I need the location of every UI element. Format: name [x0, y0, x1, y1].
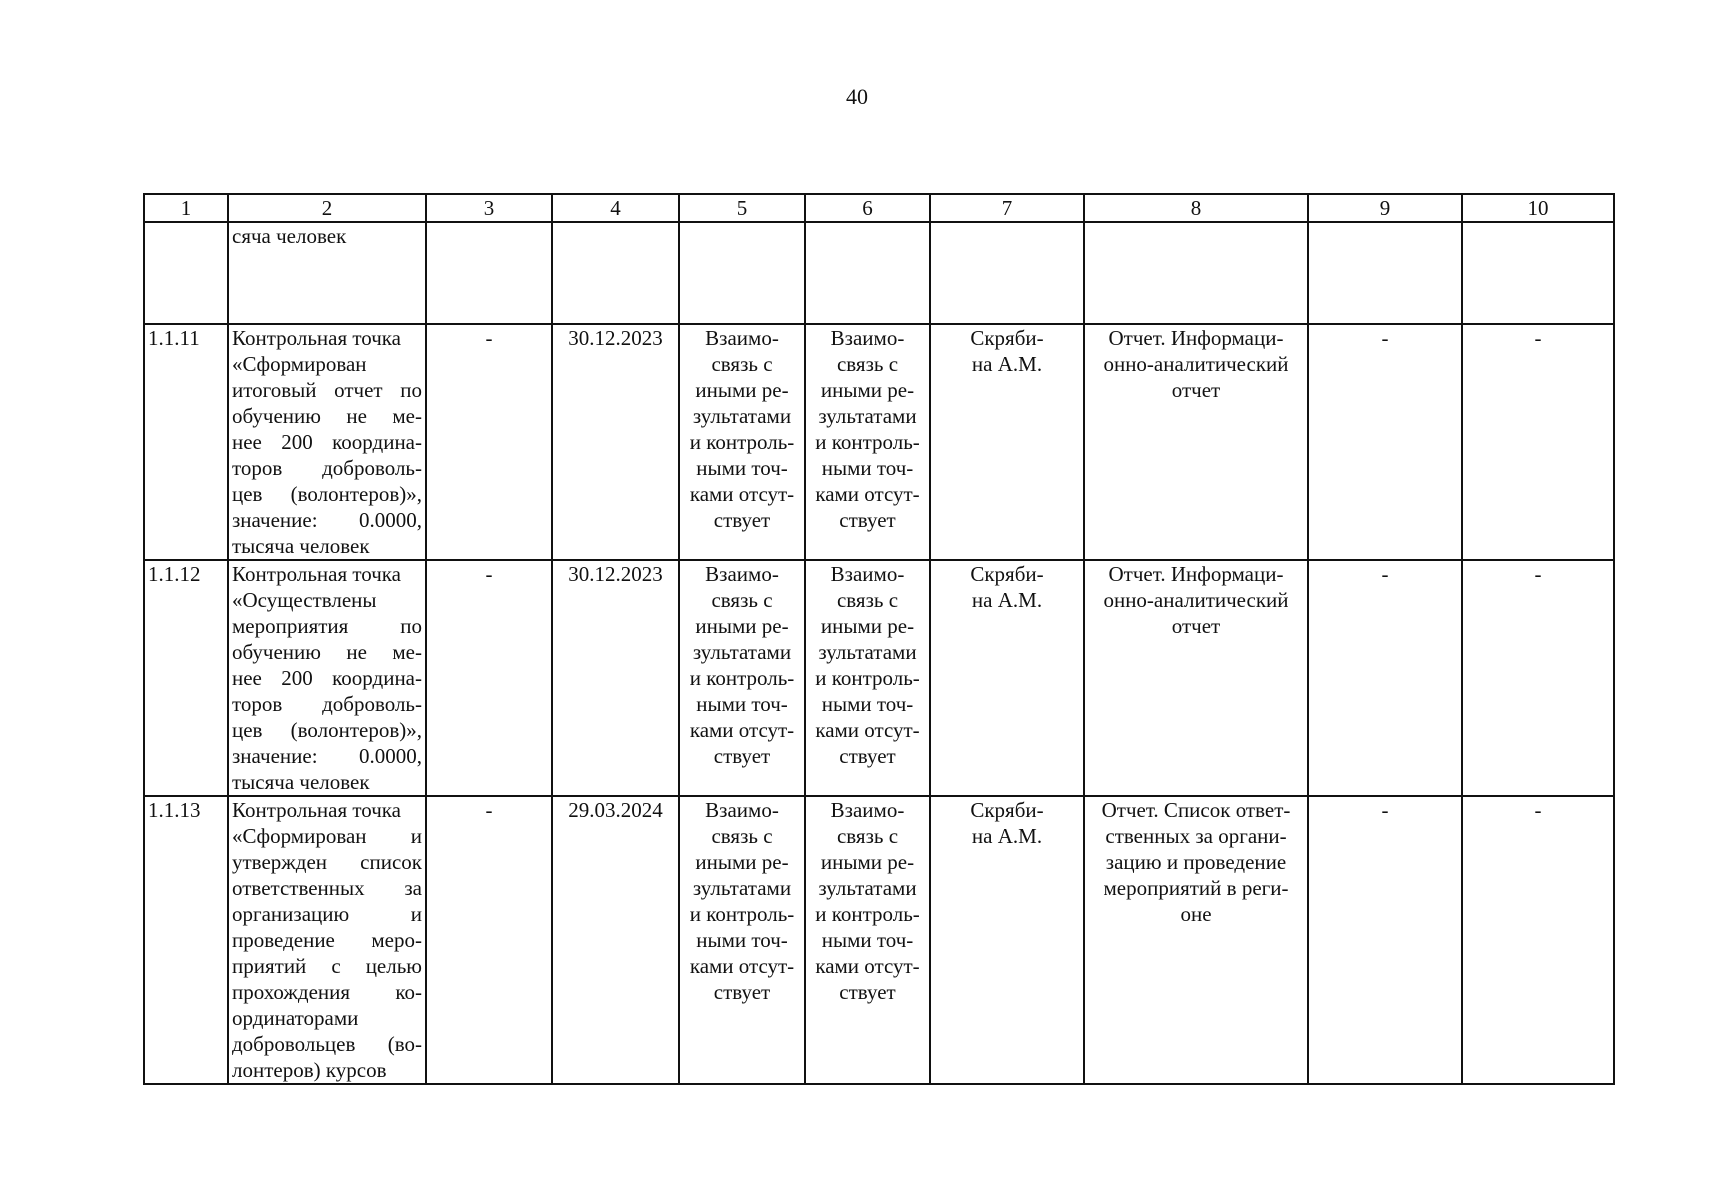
cell-number: 1.1.13	[144, 796, 228, 1084]
column-header: 4	[552, 194, 679, 222]
page-number: 40	[846, 84, 868, 109]
cell-responsible	[930, 324, 1084, 560]
cell-line: «Сформирован	[232, 352, 367, 376]
cell-line: ординаторами	[232, 1006, 359, 1030]
cell-line: ствует	[839, 980, 896, 1004]
cell-document	[1084, 796, 1308, 1084]
plan-table	[143, 193, 1615, 1085]
cell-date: 29.03.2024	[552, 796, 679, 1084]
cell-line: Скряби-	[970, 562, 1044, 586]
cell-line: и контроль-	[815, 430, 920, 454]
cell-empty	[426, 222, 552, 324]
cell-line: и контроль-	[815, 666, 920, 690]
cell-line: связь с	[711, 824, 773, 848]
cell-empty	[930, 222, 1084, 324]
cell-col9: -	[1308, 560, 1462, 796]
cell-col9: -	[1308, 324, 1462, 560]
cell-line: связь с	[836, 588, 899, 612]
cell-line: Взаимо-	[705, 326, 779, 350]
cell-line: ными точ-	[821, 928, 914, 952]
cell-line: зацию и проведение	[1105, 850, 1287, 874]
cell-col6	[805, 560, 930, 796]
column-header: 8	[1084, 194, 1308, 222]
cell-line: утвержден список	[232, 850, 422, 874]
cell-col5	[679, 324, 805, 560]
cell-line: Отчет. Информаци-	[1108, 562, 1284, 586]
cell-responsible	[930, 796, 1084, 1084]
cell-document	[1084, 324, 1308, 560]
cell-line: ными точ-	[696, 928, 788, 952]
cell-name	[228, 324, 426, 560]
cell-line: связь с	[711, 588, 773, 612]
cell-line: организацию и	[232, 902, 422, 926]
cell-line: прохождения ко-	[232, 980, 422, 1004]
cell-line: добровольцев (во-	[232, 1032, 422, 1056]
cell-empty	[805, 222, 930, 324]
cell-col10: -	[1462, 324, 1614, 560]
cell-line: ными точ-	[696, 456, 788, 480]
cell-line: Взаимо-	[830, 798, 905, 822]
cell-empty	[1462, 222, 1614, 324]
cell-line: Скряби-	[970, 798, 1044, 822]
cell-line: и контроль-	[689, 902, 795, 926]
cell-line: на А.М.	[971, 588, 1043, 612]
column-header: 6	[805, 194, 930, 222]
cell-line: приятий с целью	[232, 954, 422, 978]
cell-line: Отчет. Список ответ-	[1101, 798, 1291, 822]
cell-line: ствует	[839, 508, 896, 532]
cell-col5	[679, 796, 805, 1084]
cell-col5	[679, 560, 805, 796]
cell-line: нее 200 координа-	[232, 430, 422, 454]
column-header: 7	[930, 194, 1084, 222]
cell-line: онно-аналитический	[1103, 588, 1289, 612]
column-header: 1	[144, 194, 228, 222]
cell-line: ками отсут-	[689, 482, 795, 506]
cell-line: Скряби-	[970, 326, 1044, 350]
cell-col10: -	[1462, 560, 1614, 796]
cell-col3: -	[426, 324, 552, 560]
cell-line: иными ре-	[820, 614, 915, 638]
cell-line: связь с	[836, 352, 899, 376]
cell-line: ствует	[713, 744, 771, 768]
cell-line: зультатами	[818, 404, 917, 428]
cell-line: зультатами	[692, 640, 792, 664]
cell-col3: -	[426, 560, 552, 796]
header-row	[144, 194, 1614, 222]
cell-col9: -	[1308, 796, 1462, 1084]
cell-line: иными ре-	[820, 850, 915, 874]
cell-line: ствует	[713, 508, 771, 532]
cell-line: тысяча человек	[232, 770, 370, 794]
cell-line: лонтеров) курсов	[232, 1058, 387, 1082]
cell-name	[228, 796, 426, 1084]
cell-name: сяча человек	[228, 222, 426, 324]
cell-line: на А.М.	[971, 352, 1043, 376]
cell-line: ками отсут-	[689, 954, 795, 978]
table-row	[144, 324, 1614, 560]
cell-line: обучению не ме-	[232, 640, 422, 664]
cell-col6	[805, 324, 930, 560]
cell-line: связь с	[711, 352, 773, 376]
cell-number: 1.1.11	[144, 324, 228, 560]
cell-line: отчет	[1171, 614, 1221, 638]
cell-line: иными ре-	[695, 378, 789, 402]
cell-line: ственных за органи-	[1105, 824, 1287, 848]
cell-line: зультатами	[692, 404, 792, 428]
cell-line: на А.М.	[971, 824, 1043, 848]
cell-line: торов доброволь-	[232, 692, 422, 716]
cell-line: значение: 0.0000,	[232, 508, 422, 532]
cell-line: иными ре-	[695, 614, 789, 638]
cell-line: итоговый отчет по	[232, 378, 422, 402]
cell-line: цев (волонтеров)»,	[232, 718, 422, 742]
cell-line: «Сформирован и	[232, 824, 422, 848]
cell-col10: -	[1462, 796, 1614, 1084]
cell-line: отчет	[1171, 378, 1221, 402]
table-row-continuation	[144, 222, 1614, 324]
cell-date: 30.12.2023	[552, 560, 679, 796]
cell-line: связь с	[836, 824, 899, 848]
cell-line: проведение меро-	[232, 928, 422, 952]
cell-line: Взаимо-	[705, 562, 779, 586]
cell-name	[228, 560, 426, 796]
column-header: 3	[426, 194, 552, 222]
cell-empty	[1084, 222, 1308, 324]
cell-line: и контроль-	[689, 430, 795, 454]
cell-line: и контроль-	[689, 666, 795, 690]
cell-line: ными точ-	[821, 456, 914, 480]
cell-line: ками отсут-	[815, 482, 920, 506]
cell-line: зультатами	[692, 876, 792, 900]
cell-line: Взаимо-	[830, 326, 905, 350]
column-header: 5	[679, 194, 805, 222]
cell-line: зультатами	[818, 640, 917, 664]
cell-date: 30.12.2023	[552, 324, 679, 560]
cell-empty	[679, 222, 805, 324]
cell-responsible	[930, 560, 1084, 796]
cell-line: торов доброволь-	[232, 456, 422, 480]
table-row	[144, 796, 1614, 1084]
cell-line: «Осуществлены	[232, 588, 377, 612]
cell-line: ствует	[839, 744, 896, 768]
cell-line: мероприятия по	[232, 614, 422, 638]
cell-line: онно-аналитический	[1103, 352, 1289, 376]
column-header: 9	[1308, 194, 1462, 222]
cell-line: ками отсут-	[689, 718, 795, 742]
cell-line: цев (волонтеров)»,	[232, 482, 422, 506]
cell-line: Контрольная точка	[232, 562, 402, 586]
cell-col3: -	[426, 796, 552, 1084]
cell-line: обучению не ме-	[232, 404, 422, 428]
cell-line: и контроль-	[815, 902, 920, 926]
cell-line: значение: 0.0000,	[232, 744, 422, 768]
cell-line: Контрольная точка	[232, 798, 402, 822]
cell-empty	[1308, 222, 1462, 324]
column-header: 2	[228, 194, 426, 222]
cell-line: иными ре-	[695, 850, 789, 874]
cell-line: Контрольная точка	[232, 326, 402, 350]
cell-line: ными точ-	[821, 692, 914, 716]
cell-line: нее 200 координа-	[232, 666, 422, 690]
column-header: 10	[1462, 194, 1614, 222]
cell-document	[1084, 560, 1308, 796]
cell-col6	[805, 796, 930, 1084]
cell-line: иными ре-	[820, 378, 915, 402]
cell-empty	[552, 222, 679, 324]
cell-line: Отчет. Информаци-	[1108, 326, 1284, 350]
cell-line: ками отсут-	[815, 718, 920, 742]
cell-line: ствует	[713, 980, 771, 1004]
cell-line: зультатами	[818, 876, 917, 900]
cell-number	[144, 222, 228, 324]
cell-line: ными точ-	[696, 692, 788, 716]
cell-line: Взаимо-	[705, 798, 779, 822]
cell-line: оне	[1180, 902, 1212, 926]
cell-line: тысяча человек	[232, 534, 370, 558]
cell-line: мероприятий в реги-	[1103, 876, 1289, 900]
table-row	[144, 560, 1614, 796]
cell-line: ками отсут-	[815, 954, 920, 978]
cell-line: ответственных за	[232, 876, 422, 900]
cell-line: Взаимо-	[830, 562, 905, 586]
cell-number: 1.1.12	[144, 560, 228, 796]
